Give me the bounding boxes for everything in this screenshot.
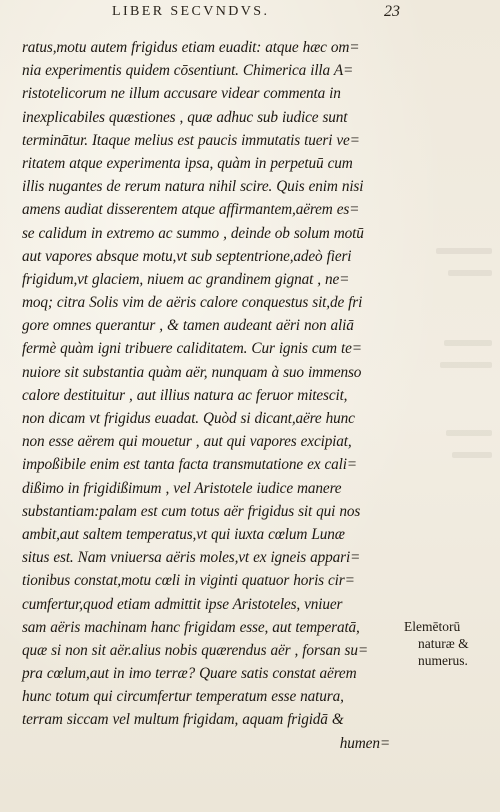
text-line: dißimo in frigidißimum , vel Aristotele iudice manere <box>22 479 342 497</box>
text-line: sam aëris machinam hanc frigidam esse, aut temperatā, <box>22 618 360 636</box>
text-line: ambit,aut saltem temperatus,vt qui iuxta cœlum Lunæ <box>22 525 345 543</box>
text-line: non esse aërem qui mouetur , aut qui vapores excipiat, <box>22 433 352 451</box>
text-line: fermè quàm igni tribuere caliditatem. Cur ignis cum te= <box>22 340 362 358</box>
marginal-note-line: Elemētorū <box>404 619 461 634</box>
text-line: calore destituitur , aut illius natura ac feruor mitescit, <box>22 386 348 404</box>
marginal-note <box>404 618 492 669</box>
text-line: tionibus constat,motu cœli in viginti quatuor horis cir= <box>22 572 355 590</box>
text-line: situs est. Nam vniuersa aëris moles,vt ex igneis appari= <box>22 549 361 567</box>
text-line: hunc totum qui circumfertur temperatum esse natura, <box>22 688 344 706</box>
text-line: nia experimentis quidem cōsentiunt. Chimerica illa A= <box>22 62 354 80</box>
text-line: non dicam vt frigidus euadat. Quòd si dicant,aëre hunc <box>22 410 355 427</box>
page-number: 23 <box>384 3 400 20</box>
text-line: se calidum in extremo ac summo , deinde ob solum motū <box>22 224 364 242</box>
text-line: inexplicabiles quæstiones , quæ adhuc sub iudice sunt <box>22 108 348 126</box>
text-line: frigidum,vt glaciem, niuem ac grandinem gignat , ne= <box>22 270 350 288</box>
catchword-line: humen= <box>339 734 390 752</box>
text-line: pra cœlum,aut in imo terræ? Quare satis constat aërem <box>22 665 357 683</box>
text-line: gore omnes querantur , & tamen audeant aëri non aliā <box>22 317 354 335</box>
text-line: ristotelicorum ne illum accusare videar commenta in <box>22 85 341 103</box>
text-line: impoßibile enim est tanta facta transmutatione ex cali= <box>22 456 357 474</box>
bleed-through-mark <box>452 452 492 458</box>
text-line: ratus,motu autem frigidus etiam euadit: atque hæc om= <box>22 39 360 56</box>
text-line: cumfertur,quod etiam admittit ipse Aristoteles, vniuer <box>22 595 343 613</box>
text-line: illis nugantes de rerum natura nihil scire. Quis enim nisi <box>22 178 364 196</box>
bleed-through-mark <box>436 248 492 254</box>
running-head: LIBER SECVNDVS. <box>112 4 270 19</box>
bleed-through-mark <box>444 340 492 346</box>
marginal-note-line: naturæ & <box>418 636 469 651</box>
bleed-through-mark <box>440 362 492 368</box>
bleed-through-mark <box>446 430 492 436</box>
text-line: amens audiat disserentem atque affirmantem,aërem es= <box>22 201 360 219</box>
text-line: nuiore sit substantia quàm aër, nunquam à suo immenso <box>22 363 362 381</box>
text-line: moq; citra Solis vim de aëris calore conquestus sit,de fri <box>22 294 363 312</box>
body-text <box>22 36 402 755</box>
text-line: terram siccam vel multum frigidam, aquam frigidā & <box>22 711 344 729</box>
text-line: ritatem atque experimenta ipsa, quàm in perpetuū cum <box>22 154 353 172</box>
text-line: quæ si non sit aër.alius nobis quærendus aër , forsan su= <box>22 641 369 659</box>
text-line: substantiam:palam est cum totus aër frigidus sit qui nos <box>22 502 361 520</box>
marginal-note-line: numerus. <box>418 653 468 668</box>
text-line: aut vapores absque motu,vt sub septentrione,adeò fieri <box>22 247 352 265</box>
text-line: terminātur. Itaque melius est paucis immutatis tueri ve= <box>22 131 360 149</box>
bleed-through-mark <box>448 270 492 276</box>
